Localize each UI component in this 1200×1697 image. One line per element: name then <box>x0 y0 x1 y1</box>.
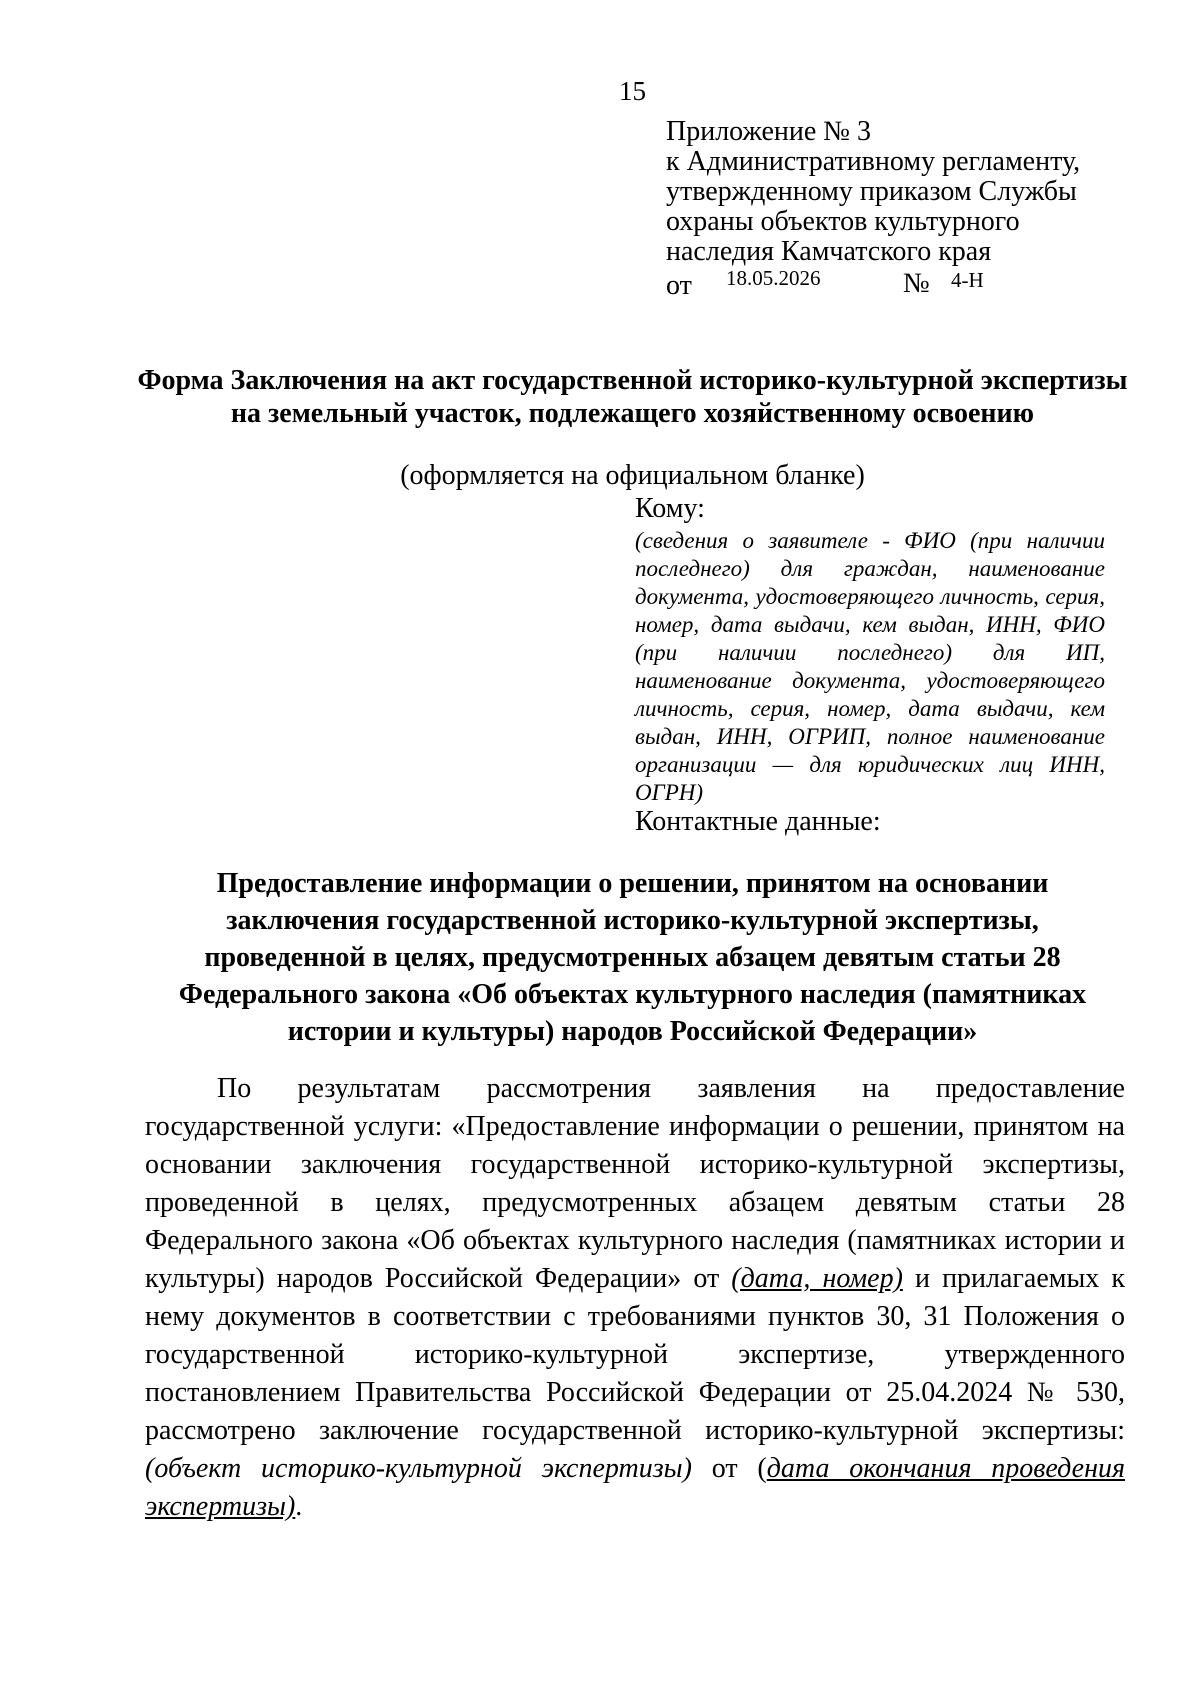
appendix-line: Приложение № 3 <box>666 116 871 147</box>
form-title: Форма Заключения на акт государственной историко-культурной экспертизы на земельный участок, подлежащего хозяйственному освоению <box>137 365 1128 429</box>
body-text-part: от ( <box>691 1453 767 1484</box>
appendix-line: наследия Камчатского края <box>666 236 992 267</box>
expertise-end-date-field: дата окончания проведения экспертизы) <box>145 1453 1125 1522</box>
body-text-part: По результатам рассмотрения заявления на предоставление государственной услуги: «Предоставление информации о решении, принятом на основании заключения государственной историко-культурной экспертизы, проведенной в целях, предусмотренных абзацем девятым статьи 28 Федерального закона «Об объектах культурного наследия (памятниках истории и культуры) народов Российской Федерации» от <box>145 1073 1125 1294</box>
appendix-line: охраны объектов культурного <box>666 206 1020 237</box>
date-number-field: (дата, номер) <box>731 1263 903 1294</box>
contacts-label: Контактные данные: <box>635 806 881 837</box>
page-number: 15 <box>619 76 646 106</box>
body-paragraph <box>145 1070 1125 1526</box>
number-label: № <box>903 268 930 299</box>
body-text-part: и прилагаемых к нему документов в соответствии с требованиями пунктов 30, 31 Положения о государственной историко-культурной экспертизе, утвержденного постановлением Правительства Российской Федерации от 25.04.2024 № 530, рассмотрено заключение государственной историко-культурной экспертизы: <box>145 1263 1125 1446</box>
appendix-header <box>666 117 1080 299</box>
applicant-info-placeholder: (сведения о заявителе - ФИО (при наличии последнего) для граждан, наименование документа, удостоверяющего личность, серия, номер, дата выдачи, кем выдан, ИНН, ФИО (при наличии последнего) для ИП, наименование документа, удостоверяющего личность, серия, номер, дата выдачи, кем выдан, ИНН, ОГРИП, полное наименование организации — для юридических лиц ИНН, ОГРН) <box>635 528 1105 805</box>
body-text-part: . <box>295 1491 303 1522</box>
recipient-label: Кому: <box>635 493 705 524</box>
appendix-date-number <box>666 266 1080 301</box>
order-number: 4-Н <box>951 268 984 292</box>
appendix-line: к Административному регламенту, <box>666 146 1081 177</box>
from-label: от <box>666 270 692 301</box>
blank-note: (оформляется на официальном бланке) <box>400 460 865 491</box>
appendix-line: утвержденному приказом Службы <box>666 176 1077 207</box>
section-title: Предоставление информации о решении, принятом на основании заключения государственной историко-культурной экспертизы, проведенной в целях, предусмотренных абзацем девятым статьи 28 Федерального закона «Об объектах культурного наследия (памятниках истории и культуры) народов Российской Федерации» <box>178 868 1087 1047</box>
order-date: 18.05.2026 <box>726 266 821 290</box>
expertise-object-field: (объект историко-культурной экспертизы) <box>145 1453 692 1484</box>
